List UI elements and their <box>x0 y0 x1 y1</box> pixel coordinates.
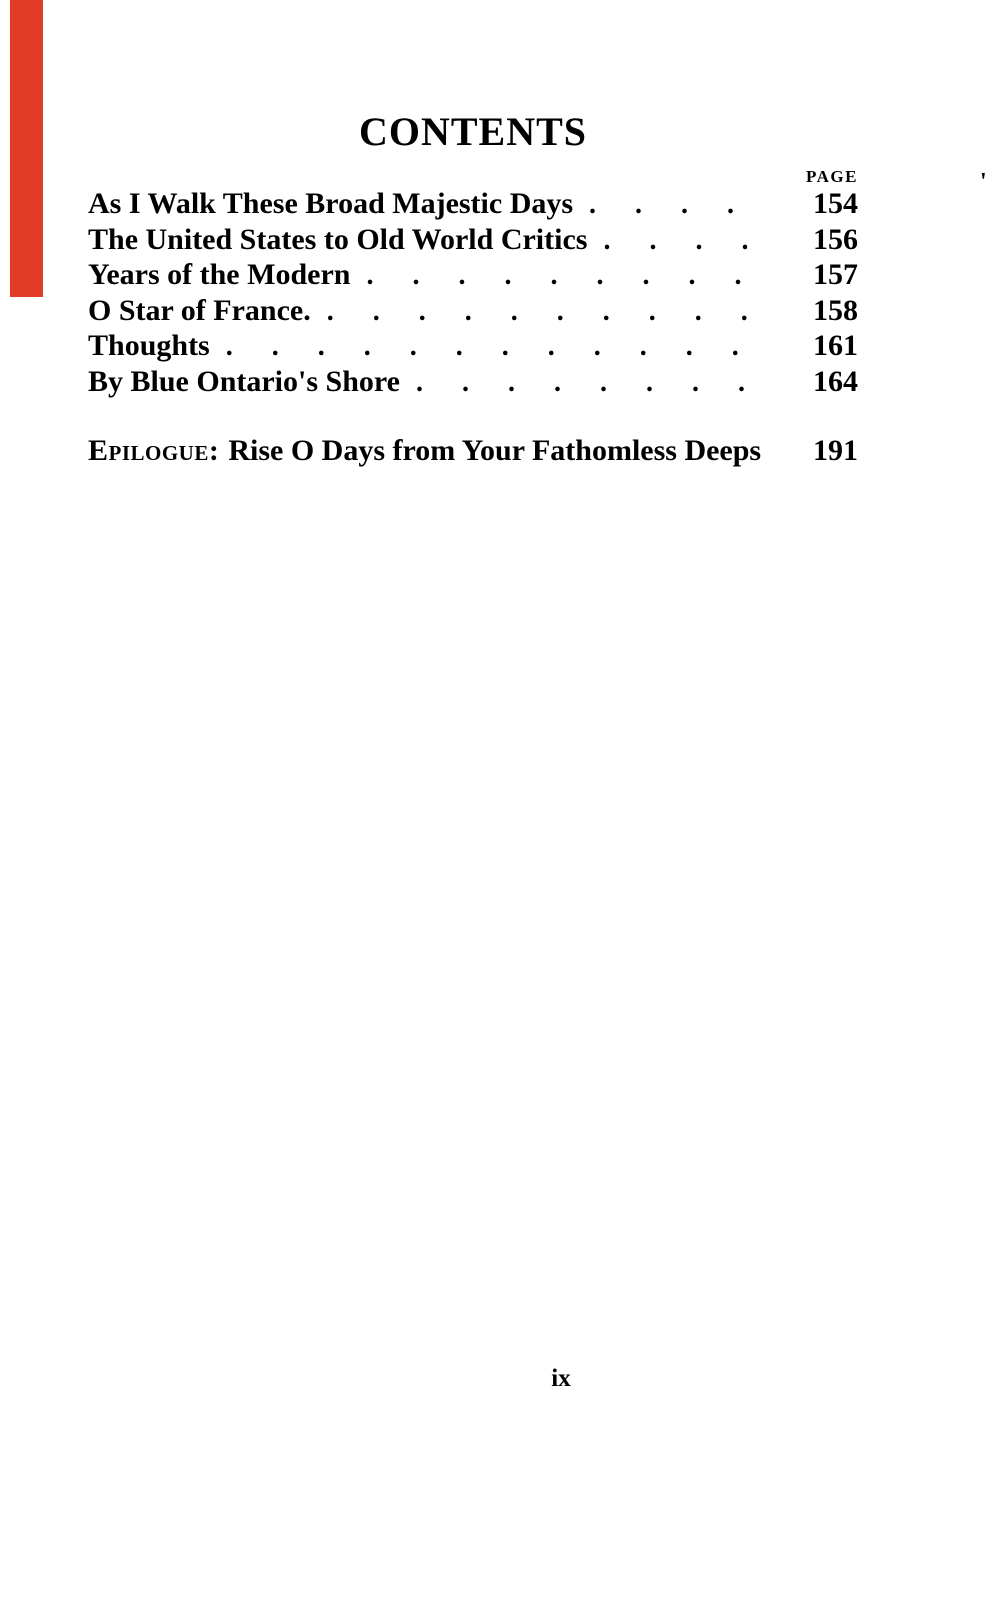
dot-leader: .......... <box>326 295 787 327</box>
toc-entry-page-number: 154 <box>813 187 858 220</box>
epilogue-label: Epilogue: <box>88 434 220 467</box>
toc-entry-title: The United States to Old World Critics <box>88 222 588 256</box>
page-title: CONTENTS <box>358 109 588 154</box>
contents-column <box>88 0 858 1392</box>
dot-leader: ......... <box>366 260 781 291</box>
toc-entry-title: O Star of France. <box>88 293 311 327</box>
toc-entry-page-number: 161 <box>813 329 858 362</box>
toc-row <box>88 293 858 329</box>
red-edge-stripe-artifact <box>10 0 43 297</box>
toc-row <box>88 257 858 293</box>
toc-row <box>88 328 858 364</box>
dot-leader: ........ <box>415 366 784 398</box>
dot-leader: .... <box>589 189 774 220</box>
toc-entry-title: As I Walk These Broad Majestic Days <box>88 187 574 220</box>
stray-ink-mark: ' <box>980 169 987 195</box>
folio-page-number: ix <box>551 1365 571 1392</box>
toc-entry-page-number: 164 <box>813 364 858 398</box>
toc-row <box>88 222 858 258</box>
toc-row <box>88 186 858 222</box>
dot-leader: ............ <box>225 331 778 362</box>
toc-list <box>88 186 858 399</box>
epilogue-title: Rise O Days from Your Fathomless Deeps <box>228 434 762 467</box>
dot-leader: .... <box>603 224 788 256</box>
toc-entry-title: Years of the Modern <box>88 258 351 291</box>
toc-entry-title: Thoughts <box>88 329 210 362</box>
epilogue-page-number: 191 <box>813 434 858 467</box>
toc-entry-page-number: 157 <box>813 258 858 291</box>
toc-entry-page-number: 158 <box>813 293 858 327</box>
toc-epilogue-row <box>88 435 858 467</box>
toc-entry-page-number: 156 <box>813 222 858 256</box>
toc-row <box>88 364 858 400</box>
page-number-column-header: PAGE <box>806 167 858 186</box>
toc-entry-title: By Blue Ontario's Shore <box>88 364 400 398</box>
